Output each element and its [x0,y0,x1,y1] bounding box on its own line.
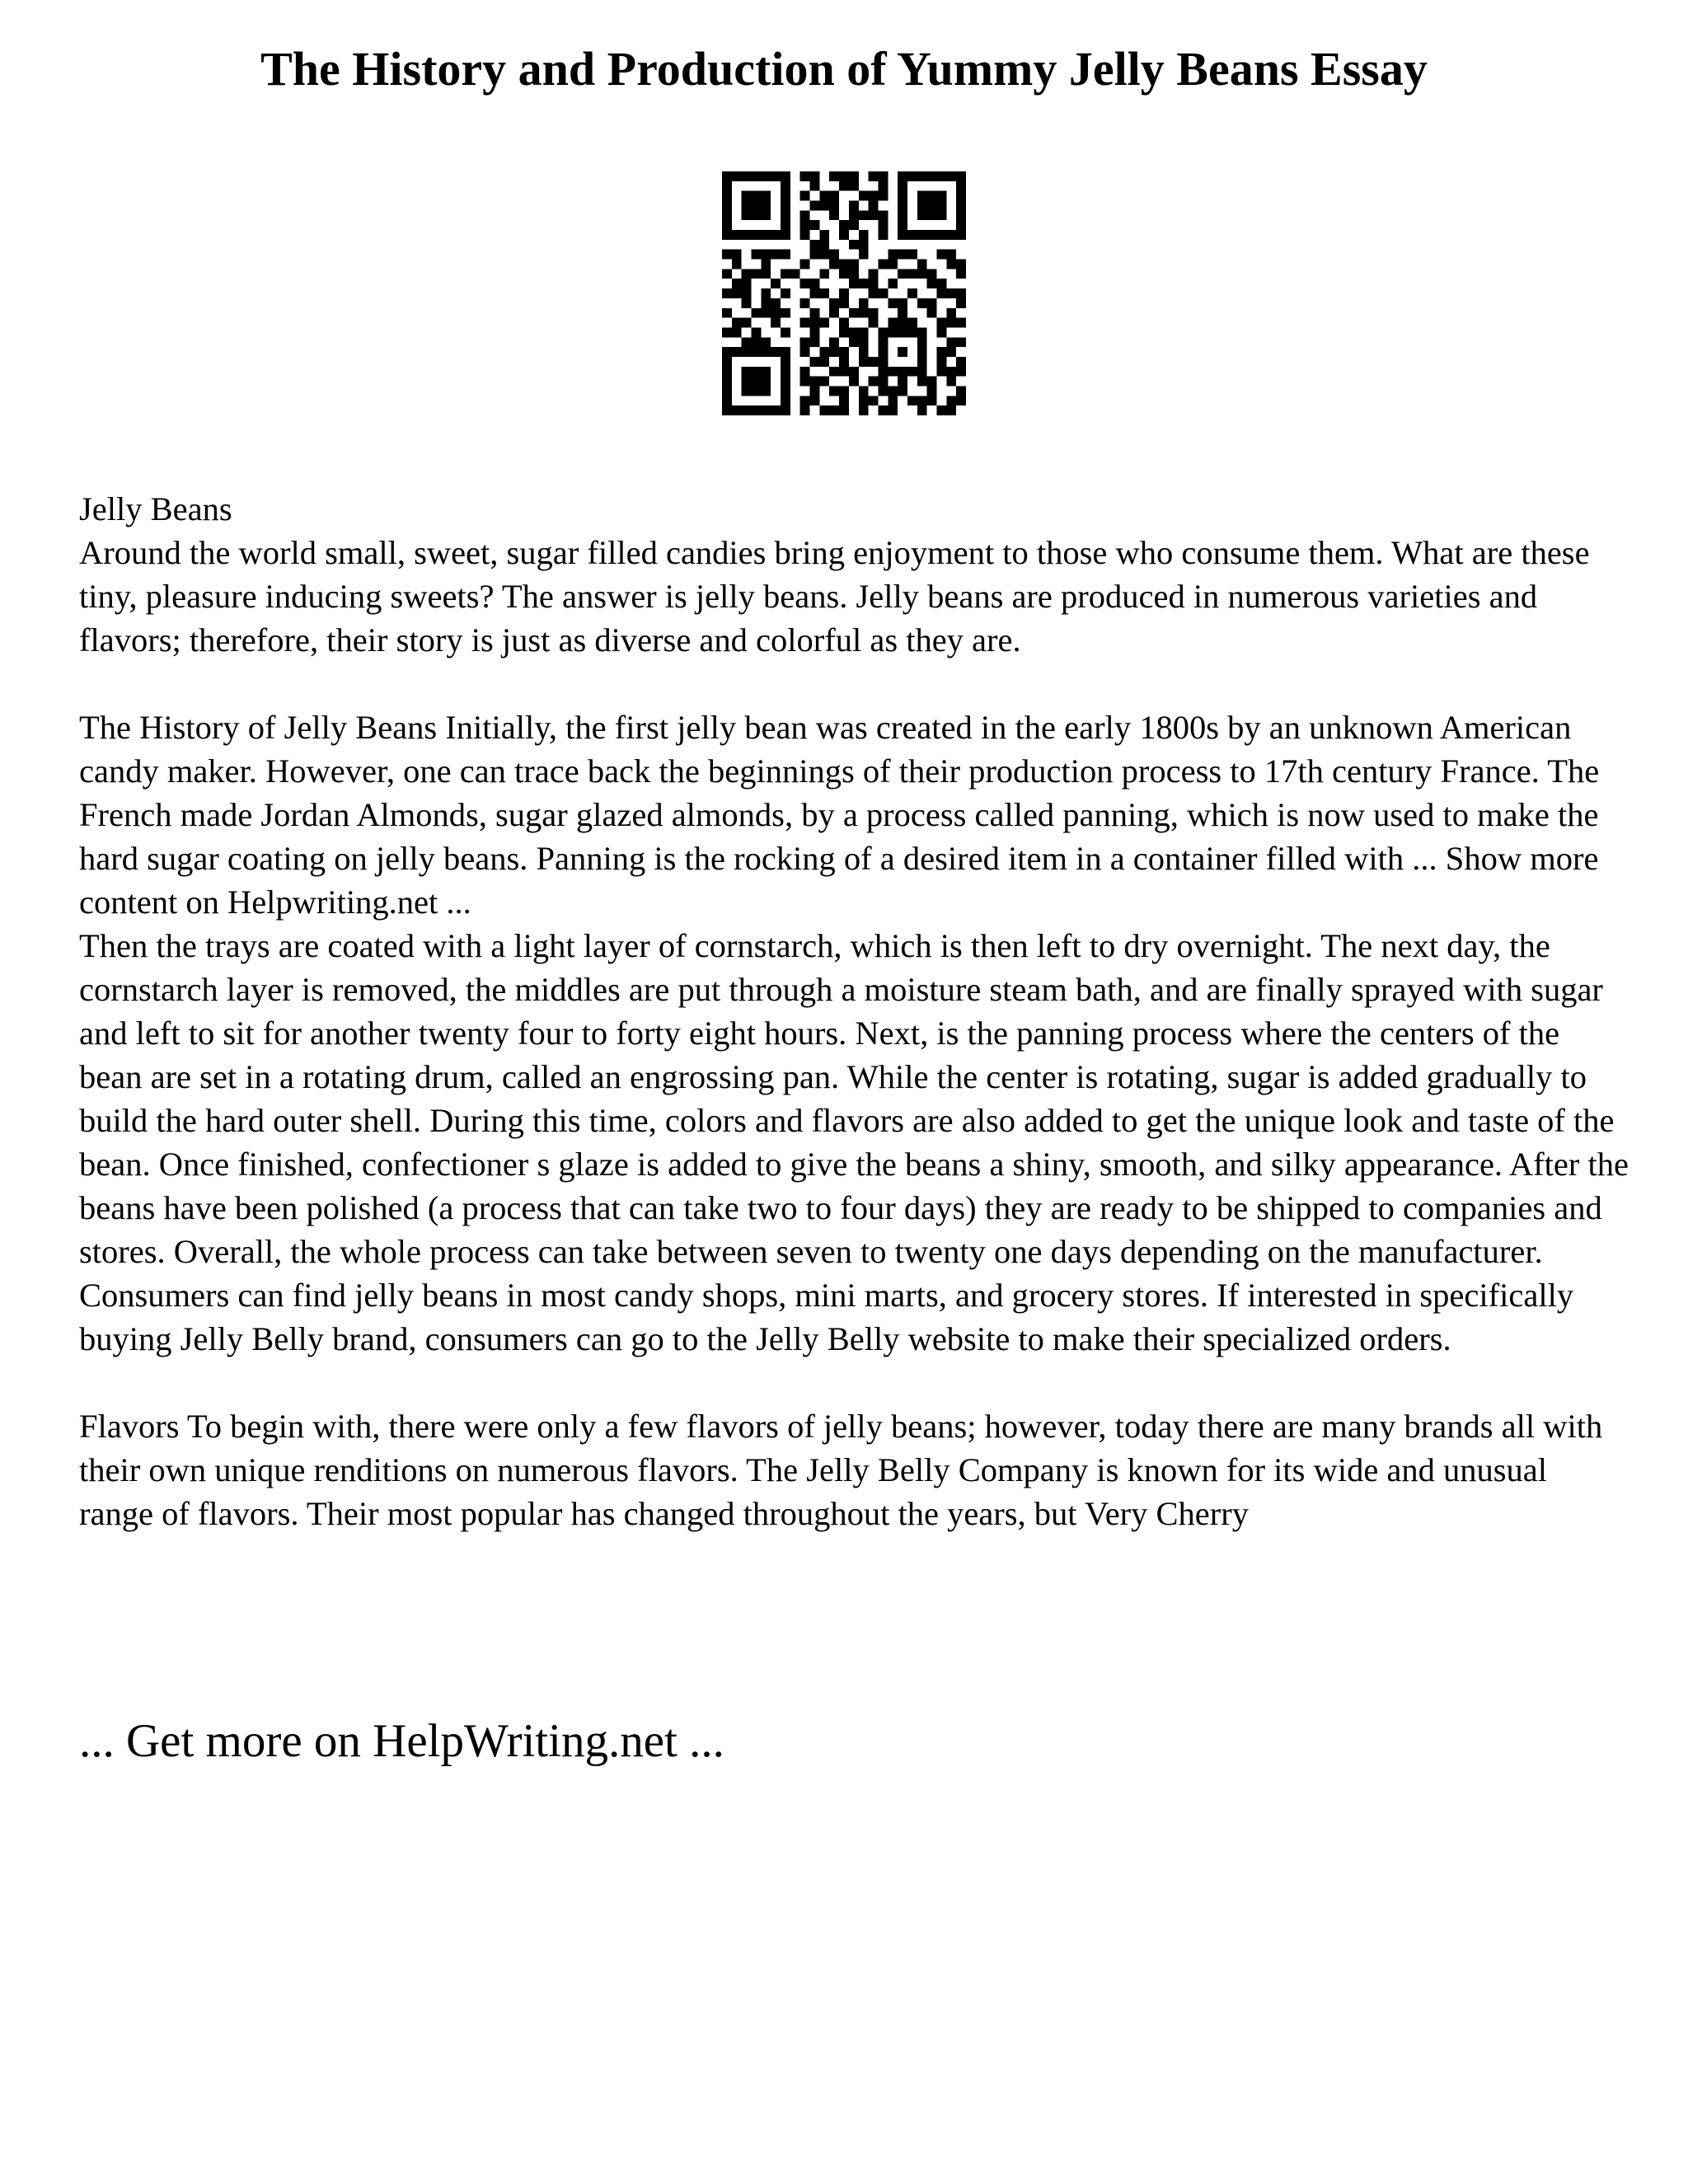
qr-code-icon [722,171,966,415]
page-title: The History and Production of Yummy Jelly Beans Essay [260,42,1428,96]
essay-heading: Jelly Beans [79,490,232,527]
paragraph-gap [79,1361,1629,1404]
get-more-link[interactable]: ... Get more on HelpWriting.net ... [79,1715,724,1767]
paragraph-gap [79,662,1629,705]
paragraph-history: The History of Jelly Beans Initially, the first jelly bean was created in the early 1800s by an unknown American candy maker. However, one can trace back the beginnings of their production process to 17th century France. The French made Jordan Almonds, sugar glazed almonds, by a process called panning, which is now used to make the hard sugar coating on jelly beans. Panning is the rocking of a desired item in a container filled with ... Show more content on Helpwriting.net ... [79,709,1600,921]
essay-body [79,487,1629,1535]
paragraph-flavors: Flavors To begin with, there were only a few flavors of jelly beans; however, today there are many brands all with their own unique renditions on numerous flavors. The Jelly Belly Company is known for its wide and unusual range of flavors. Their most popular has changed throughout the years, but Very Cherry [79,1408,1603,1532]
paragraph-intro: Around the world small, sweet, sugar filled candies bring enjoyment to those who consume them. What are these tiny, pleasure inducing sweets? The answer is jelly beans. Jelly beans are produced in numerous varieties and flavors; therefore, their story is just as diverse and colorful as they are. [79,534,1590,658]
paragraph-production: Then the trays are coated with a light layer of cornstarch, which is then left to dry overnight. The next day, the cornstarch layer is removed, the middles are put through a moisture steam bath, and are finally sprayed with sugar and left to sit for another twenty four to forty eight hours. Next, is the panning process where the centers of the bean are set in a rotating drum, called an engrossing pan. While the center is rotating, sugar is added gradually to build the hard outer shell. During this time, colors and flavors are also added to get the unique look and taste of the bean. Once finished, confectioner s glaze is added to give the beans a shiny, smooth, and silky appearance. After the beans have been polished (a process that can take two to four days) they are ready to be shipped to companies and stores. Overall, the whole process can take between seven to twenty one days depending on the manufacturer. Consumers can find jelly beans in most candy shops, mini marts, and grocery stores. If interested in specifically buying Jelly Belly brand, consumers can go to the Jelly Belly website to make their specialized orders. [79,927,1629,1357]
